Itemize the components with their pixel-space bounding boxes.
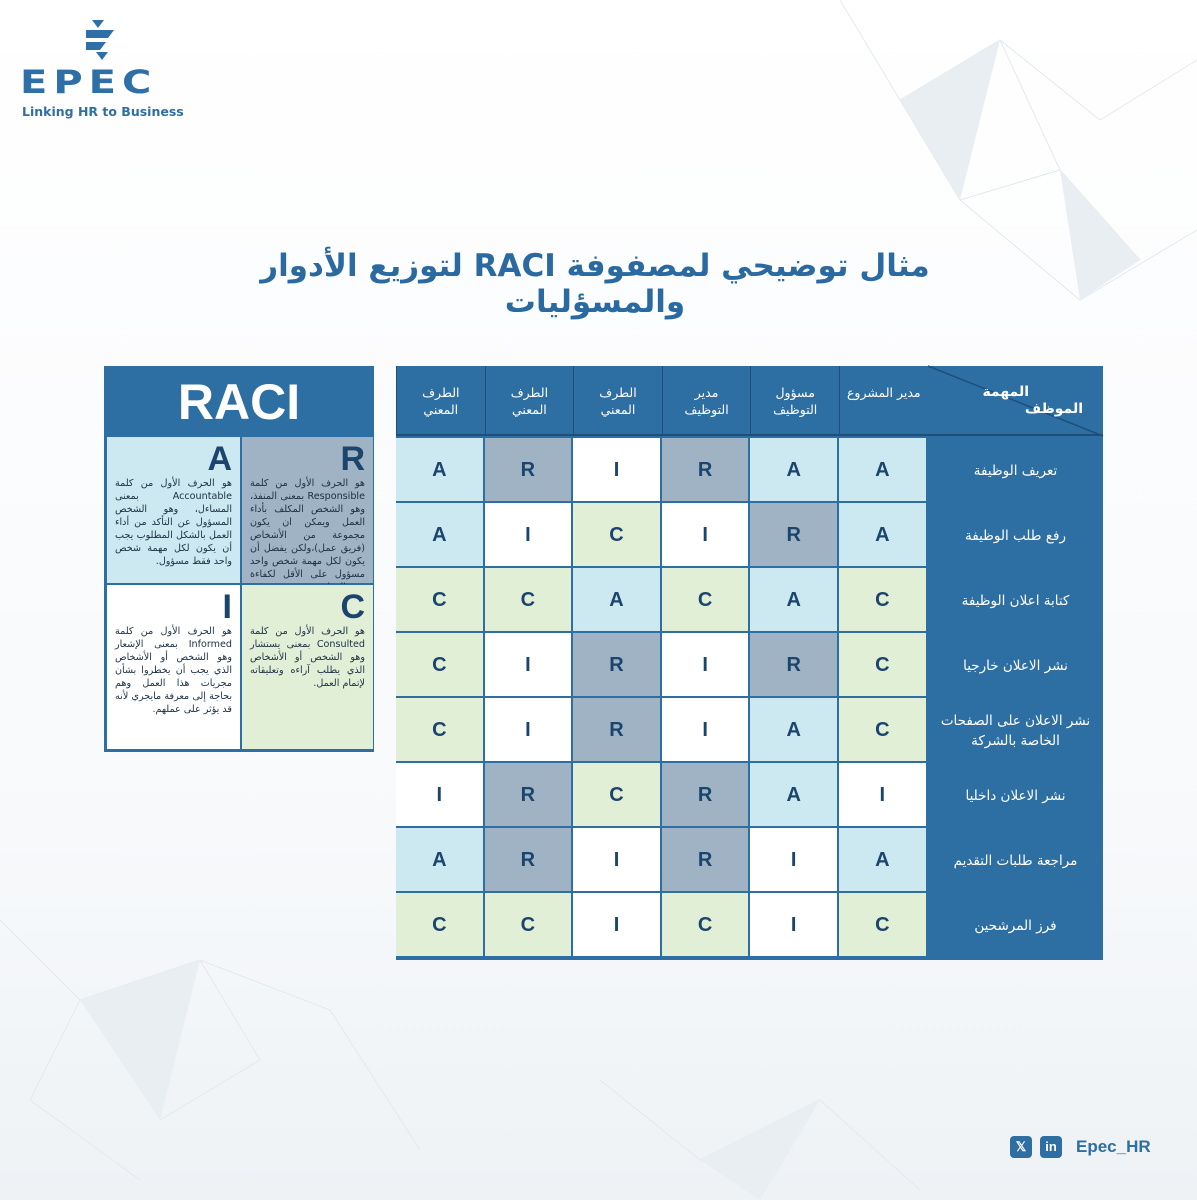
- raci-cell: A: [396, 503, 485, 568]
- raci-cell: A: [396, 828, 485, 893]
- column-header: [839, 366, 928, 436]
- legend-letter: C: [340, 588, 365, 626]
- raci-cell: A: [750, 698, 839, 763]
- table-row: [396, 828, 1103, 893]
- legend-item-c: [241, 584, 374, 750]
- epec-logo-icon: [78, 16, 122, 60]
- legend-item-r: [241, 436, 374, 584]
- column-header: [662, 366, 751, 436]
- table-row: [396, 503, 1103, 568]
- brand-logo: [20, 14, 184, 124]
- table-row: [396, 633, 1103, 698]
- column-header-line: الطرف: [422, 385, 460, 400]
- column-header-line: الطرف: [510, 385, 549, 400]
- raci-cell: C: [573, 763, 662, 828]
- employee-row-label: الموظف: [1024, 401, 1083, 417]
- raci-cell: I: [750, 893, 839, 958]
- raci-cell: C: [396, 698, 485, 763]
- legend-letter: I: [222, 588, 232, 626]
- social-links: [1010, 1134, 1151, 1160]
- raci-matrix: [396, 366, 1103, 960]
- raci-cell: C: [662, 568, 751, 633]
- column-header-line: المعني: [512, 402, 547, 417]
- legend-letter: A: [207, 440, 232, 478]
- raci-cell: I: [485, 633, 574, 698]
- raci-cell: A: [839, 438, 928, 503]
- table-row: [396, 438, 1103, 503]
- raci-cell: C: [839, 633, 928, 698]
- raci-cell: R: [662, 763, 751, 828]
- raci-cell: C: [573, 503, 662, 568]
- raci-cell: I: [573, 438, 662, 503]
- column-header-line: المعني: [423, 402, 459, 417]
- task-name: رفع طلب الوظيفة: [965, 527, 1066, 544]
- matrix-corner-header: [928, 366, 1103, 436]
- task-name: نشر الاعلان على الصفحات الخاصة بالشركة: [940, 712, 1091, 749]
- raci-cell: I: [662, 633, 751, 698]
- legend-item-a: [106, 436, 241, 584]
- column-header-line: مدير المشروع: [846, 385, 921, 400]
- raci-cell: R: [750, 633, 839, 698]
- raci-cell: I: [662, 503, 751, 568]
- raci-cell: R: [485, 828, 574, 893]
- raci-cell: I: [662, 698, 751, 763]
- raci-cell: R: [573, 698, 662, 763]
- task-column-label: المهمة: [982, 384, 1029, 400]
- raci-cell: C: [839, 893, 928, 958]
- raci-cell: A: [839, 828, 928, 893]
- table-row: [396, 763, 1103, 828]
- raci-cell: I: [396, 763, 485, 828]
- legend-description: هو الحرف الأول من كلمة Consulted بمعنى يستشار وهو الشخص أو الأشخاص الذي يطلب آراءه وتعليقاته لإتمام العمل.: [250, 626, 365, 689]
- raci-cell: I: [573, 893, 662, 958]
- table-row: [396, 568, 1103, 633]
- raci-cell: R: [485, 763, 574, 828]
- raci-cell: A: [750, 438, 839, 503]
- brand-name: EPEC: [20, 64, 158, 101]
- task-name: نشر الاعلان خارجيا: [963, 657, 1068, 674]
- column-header-line: التوظيف: [773, 402, 818, 417]
- column-header-line: مسؤول: [775, 385, 815, 400]
- raci-cell: I: [750, 828, 839, 893]
- legend-description: هو الحرف الأول من كلمة Accountable بمعنى المساءل، وهو الشخص المسؤول عن التأكد من أداء العمل بالشكل المطلوب يجب أن يكون لكل مهمة شخص واحد فقط مسؤول.: [115, 478, 232, 567]
- raci-cell: I: [485, 503, 574, 568]
- legend-description: هو الحرف الأول من كلمة Informed بمعنى الإشعار وهو الشخص أو الأشخاص الذي يجب أن يخطروا بشأن مجريات هذا العمل وهم بحاجة إلى معرفة مايجري لأنه قد يؤثر على عملهم.: [115, 626, 232, 715]
- raci-cell: I: [485, 698, 574, 763]
- raci-cell: C: [485, 893, 574, 958]
- raci-cell: A: [573, 568, 662, 633]
- column-header-line: التوظيف: [684, 402, 729, 417]
- table-row: [396, 698, 1103, 763]
- raci-cell: C: [839, 568, 928, 633]
- raci-legend: [104, 366, 374, 752]
- page-title: مثال توضيحي لمصفوفة RACI لتوزيع الأدوار والمسؤليات: [260, 248, 930, 320]
- raci-cell: A: [750, 763, 839, 828]
- linkedin-icon[interactable]: in: [1040, 1136, 1062, 1158]
- raci-cell: C: [662, 893, 751, 958]
- task-name: نشر الاعلان داخليا: [965, 787, 1066, 804]
- raci-cell: C: [485, 568, 574, 633]
- raci-cell: R: [750, 503, 839, 568]
- column-header: [573, 366, 662, 436]
- raci-cell: I: [573, 828, 662, 893]
- column-header: [750, 366, 839, 436]
- raci-cell: R: [573, 633, 662, 698]
- raci-cell: C: [396, 568, 485, 633]
- column-header: [485, 366, 574, 436]
- raci-cell: I: [839, 763, 928, 828]
- task-name: تعريف الوظيفة: [973, 462, 1058, 479]
- column-header-line: المعني: [600, 402, 636, 417]
- brand-tagline: Linking HR to Business: [22, 104, 184, 119]
- column-header-line: مدير: [694, 385, 719, 400]
- raci-cell: R: [662, 828, 751, 893]
- x-icon[interactable]: 𝕏: [1010, 1136, 1032, 1158]
- raci-cell: C: [839, 698, 928, 763]
- legend-item-i: [106, 584, 241, 750]
- legend-description: هو الحرف الأول من كلمة Responsible بمعنى المنفذ، وهو الشخص المكلف بأداء العمل ويمكن ان يكون مجموعة من الأشخاص (فريق عمل)،ولكن يفضل أن يكون لكل مهمة شخص واحد مسؤول على الأقل لكفاءة: [250, 478, 365, 580]
- table-row: [396, 893, 1103, 958]
- task-name: فرز المرشحين: [974, 917, 1057, 934]
- column-header-line: الطرف: [599, 385, 637, 400]
- social-handle[interactable]: Epec_HR: [1076, 1137, 1151, 1156]
- raci-cell: C: [396, 893, 485, 958]
- task-name: كتابة اعلان الوظيفة: [961, 592, 1070, 609]
- legend-letter: R: [340, 440, 365, 478]
- raci-cell: C: [396, 633, 485, 698]
- legend-heading: RACI: [106, 368, 372, 436]
- column-header: [396, 366, 485, 436]
- raci-cell: R: [662, 438, 751, 503]
- task-name: مراجعة طلبات التقديم: [953, 852, 1078, 869]
- raci-cell: R: [485, 438, 574, 503]
- raci-cell: A: [839, 503, 928, 568]
- raci-cell: A: [750, 568, 839, 633]
- matrix-header-row: [396, 366, 1103, 436]
- raci-cell: A: [396, 438, 485, 503]
